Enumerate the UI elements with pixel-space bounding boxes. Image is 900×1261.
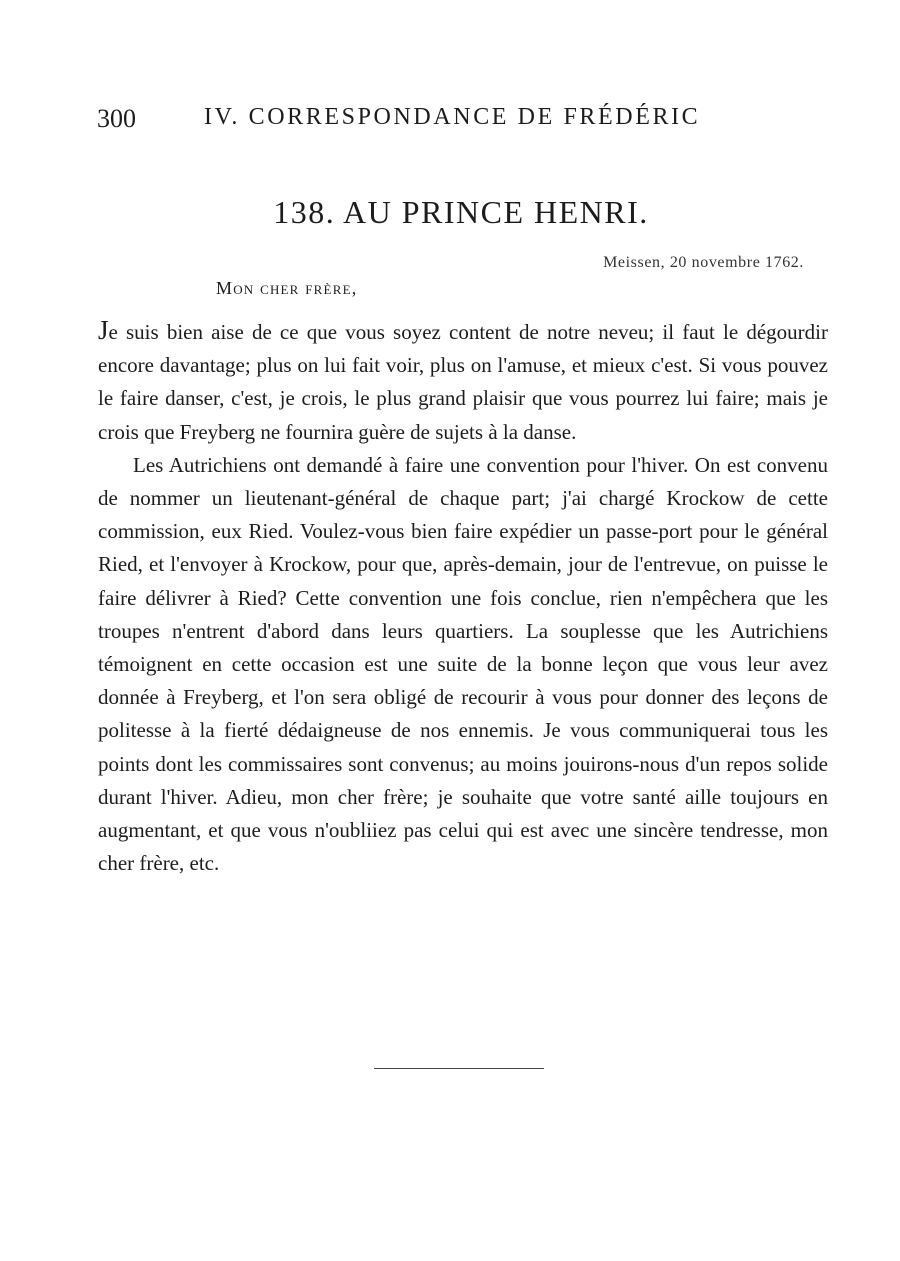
paragraph: Je suis bien aise de ce que vous soyez content de notre neveu; il faut le dégourdir encore davantage; plus on lui fait voir, plus on l'amuse, et mieux c'est. Si vous pouvez le faire danser, c'est, je crois, le plus grand plaisir que vous pourrez lui faire; mais je crois que Freyberg ne fournira guère de sujets à la danse.: [98, 315, 828, 444]
page-number: 300: [97, 104, 136, 133]
salutation: Mon cher frère,: [216, 278, 358, 298]
paragraph: Les Autrichiens ont demandé à faire une convention pour l'hiver. On est convenu de nommer un lieutenant-général de chaque part; j'ai chargé Krockow de cette commission, eux Ried. Voulez-vous bien faire expédier un passe-port pour le général Ried, et l'envoyer à Krockow, pour que, après-demain, jour de l'entrevue, on puisse le faire délivrer à Ried? Cette convention une fois conclue, rien n'empêchera que les troupes n'entrent d'abord dans leurs quartiers. La souplesse que les Autrichiens témoignent en cette occasion est une suite de la bonne leçon que vous leur avez donnée à Freyberg, et l'on sera obligé de recourir à vous pour donner des leçons de politesse à la fierté dédaigneuse de nos ennemis. Je vous communiquerai tous les points dont les commissaires sont convenus; au moins jouirons-nous d'un repos solide durant l'hiver. Adieu, mon cher frère; je souhaite que votre santé aille toujours en augmentant, et que vous n'oubliiez pas celui qui est avec une sincère tendresse, mon cher frère, etc.: [98, 452, 828, 876]
letter-title: 138. AU PRINCE HENRI.: [273, 194, 649, 230]
dateline: Meissen, 20 novembre 1762.: [603, 254, 804, 271]
running-header: [97, 104, 797, 140]
running-head: IV. CORRESPONDANCE DE FRÉDÉRIC: [204, 104, 701, 130]
letter-body: [98, 314, 828, 880]
section-divider: [374, 1068, 544, 1069]
